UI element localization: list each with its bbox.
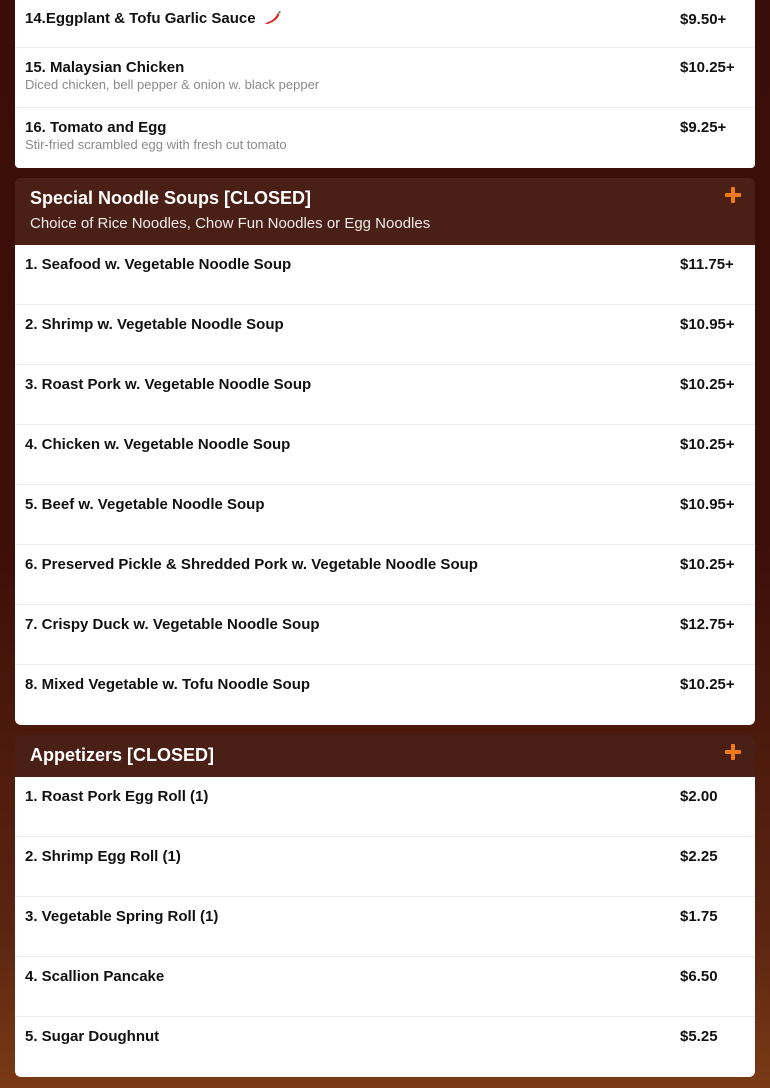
section-appetizers: [15, 735, 755, 1077]
item-name: 8. Mixed Vegetable w. Tofu Noodle Soup: [25, 676, 311, 693]
item-price: $10.95+: [680, 496, 735, 513]
menu-item[interactable]: [15, 605, 755, 665]
item-price: $9.50+: [680, 11, 727, 28]
menu-item[interactable]: [15, 485, 755, 545]
item-price: $10.25+: [680, 436, 735, 453]
item-name: 14.Eggplant & Tofu Garlic Sauce: [25, 10, 256, 27]
section-title: Special Noodle Soups [CLOSED]: [30, 188, 312, 208]
item-price: $1.75: [680, 908, 718, 925]
menu-item[interactable]: [15, 0, 755, 48]
section-items: [15, 777, 755, 1077]
section-noodle-soups: [15, 178, 755, 725]
menu-item[interactable]: [15, 897, 755, 957]
plus-icon[interactable]: [725, 744, 741, 760]
menu-item[interactable]: [15, 48, 755, 108]
item-name: 2. Shrimp w. Vegetable Noodle Soup: [25, 316, 284, 333]
item-price: $10.25+: [680, 556, 735, 573]
item-name: 4. Chicken w. Vegetable Noodle Soup: [25, 436, 291, 453]
item-price: $10.25+: [680, 676, 735, 693]
menu-item[interactable]: [15, 305, 755, 365]
item-name: 5. Sugar Doughnut: [25, 1028, 160, 1045]
item-price: $10.95+: [680, 316, 735, 333]
section-items: [15, 245, 755, 725]
item-price: $11.75+: [680, 256, 734, 273]
menu-item[interactable]: [15, 108, 755, 168]
menu-container: [15, 0, 755, 1077]
menu-item[interactable]: [15, 957, 755, 1017]
item-name: 1. Roast Pork Egg Roll (1): [25, 788, 209, 805]
item-price: $10.25+: [680, 376, 735, 393]
item-name: 4. Scallion Pancake: [25, 968, 165, 985]
section-subtitle: Choice of Rice Noodles, Chow Fun Noodles or Egg Noodles: [30, 215, 431, 232]
item-name: 7. Crispy Duck w. Vegetable Noodle Soup: [25, 616, 320, 633]
menu-item[interactable]: [15, 1017, 755, 1077]
item-price: $9.25+: [680, 119, 727, 136]
menu-item[interactable]: [15, 665, 755, 725]
item-name: 3. Vegetable Spring Roll (1): [25, 908, 219, 925]
item-description: Diced chicken, bell pepper & onion w. black pepper: [25, 77, 320, 92]
section-header[interactable]: [15, 178, 755, 245]
item-price: $6.50: [680, 968, 718, 985]
item-price: $5.25: [680, 1028, 718, 1045]
item-price: $2.00: [680, 788, 718, 805]
menu-item[interactable]: [15, 777, 755, 837]
menu-item[interactable]: [15, 245, 755, 305]
item-name: 6. Preserved Pickle & Shredded Pork w. Vegetable Noodle Soup: [25, 556, 478, 573]
section-title: Appetizers [CLOSED]: [30, 745, 215, 765]
item-name: 1. Seafood w. Vegetable Noodle Soup: [25, 256, 292, 273]
plus-icon[interactable]: [725, 187, 741, 203]
item-price: $2.25: [680, 848, 718, 865]
section-header[interactable]: [15, 735, 755, 777]
item-price: $12.75+: [680, 616, 735, 633]
item-name: 3. Roast Pork w. Vegetable Noodle Soup: [25, 376, 312, 393]
menu-item[interactable]: [15, 365, 755, 425]
item-name: 2. Shrimp Egg Roll (1): [25, 848, 181, 865]
chili-pepper-icon: [264, 10, 282, 26]
menu-item[interactable]: [15, 425, 755, 485]
item-name: 5. Beef w. Vegetable Noodle Soup: [25, 496, 265, 513]
menu-item[interactable]: [15, 837, 755, 897]
menu-item[interactable]: [15, 545, 755, 605]
item-price: $10.25+: [680, 59, 735, 76]
item-description: Stir-fried scrambled egg with fresh cut tomato: [25, 137, 287, 152]
item-name: 16. Tomato and Egg: [25, 119, 167, 136]
item-name: 15. Malaysian Chicken: [25, 59, 185, 76]
previous-section-items: [15, 0, 755, 168]
